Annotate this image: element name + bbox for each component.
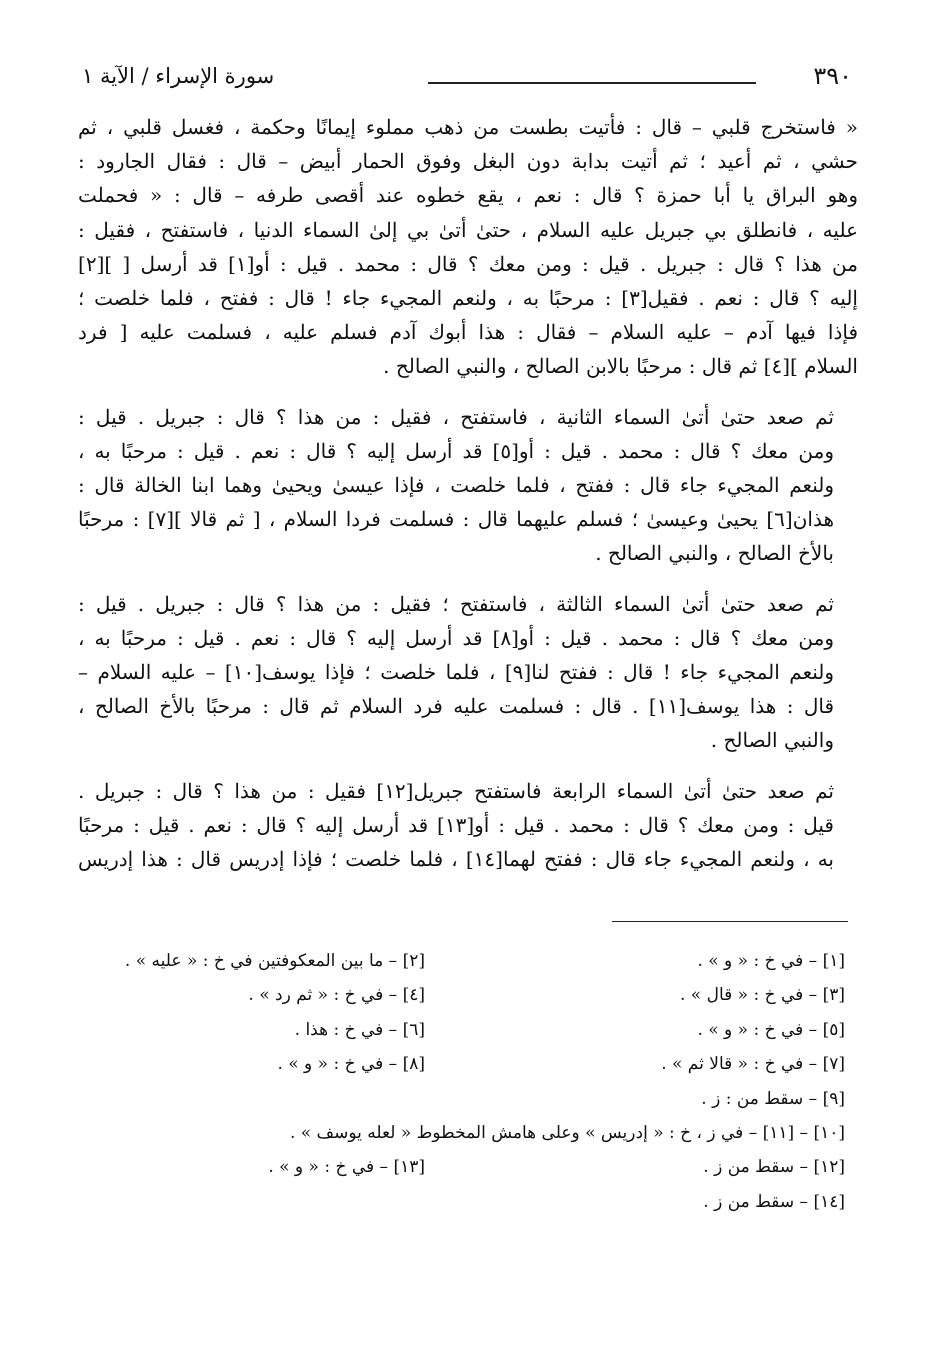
footnote-row (100, 1116, 845, 1150)
text-line: ثم صعد حتىٰ أتىٰ السماء الرابعة فاستفتح جبريل[١٢] فقيل : من هذا ؟ قال : جبريل . (78, 778, 834, 803)
text-line: وهو البراق يا أبا حمزة ؟ قال : نعم ، يقع خطوه عند أقصى طرفه – قال : « فحملت (78, 183, 858, 208)
footnote-row (100, 944, 845, 978)
text-line: ثم صعد حتىٰ أتىٰ السماء الثانية ، فاستفتح ، فقيل : من هذا ؟ قال : جبريل . قيل : (78, 404, 834, 429)
footnote-14: [١٤] – سقط من ز . (703, 1191, 845, 1212)
text-line: حشي ، ثم أعيد ؛ ثم أتيت بدابة دون البغل وفوق الحمار أبيض – قال : فقال الجارود : (78, 149, 858, 174)
footnote-row (100, 1047, 845, 1081)
text-line: ومن معك ؟ قال : محمد . قيل : أو[٥] قد أرسل إليه ؟ قال : نعم . قيل : مرحبًا به ، (78, 438, 835, 463)
text-line: إليه ؟ قال : نعم . فقيل[٣] : مرحبًا به ، ولنعم المجيء جاء ! قال : ففتح ، فلما خلصت ؛ (78, 286, 858, 311)
footnote-10-11: [١٠] – [١١] – في ز ، خ : « إدريس » وعلى هامش المخطوط « لعله يوسف » . (289, 1122, 845, 1143)
text-line: بالأخ الصالح ، والنبي الصالح . (595, 541, 834, 566)
page-header (82, 62, 852, 98)
footnote-row (100, 1082, 845, 1116)
footnote-5: [٥] – في خ : « و » . (697, 1019, 845, 1040)
footnote-4: [٤] – في خ : « ثم رد » . (248, 985, 425, 1006)
footnote-row (100, 1013, 845, 1047)
text-line: ولنعم المجيء جاء ! قال : ففتح لنا[٩] ، فلما خلصت ؛ فإذا يوسف[١٠] – عليه السلام – (78, 660, 835, 685)
page-number: ٣٩٠ (813, 62, 852, 90)
footnote-9: [٩] – سقط من : ز . (701, 1088, 845, 1109)
paragraph-4 (78, 774, 858, 877)
text-line: هذان[٦] يحيىٰ وعيسىٰ ؛ فسلم عليهما قال : فسلمت فردا السلام ، [ ثم قالا ][٧] : مرحبًا (78, 507, 834, 532)
text-line: والنبي الصالح . (710, 728, 834, 753)
paragraph-1 (78, 110, 858, 384)
paragraph-2 (78, 400, 858, 571)
text-line: السلام ][٤] ثم قال : مرحبًا بالابن الصالح ، والنبي الصالح . (383, 354, 858, 379)
header-rule (428, 82, 756, 84)
text-line: به ، ولنعم المجيء جاء قال : ففتح لهما[١٤] ، فلما خلصت ؛ فإذا إدريس قال : هذا إدريس (78, 847, 834, 872)
footnote-row (100, 1185, 845, 1219)
text-line: من هذا ؟ قال : جبريل . قيل : ومن معك ؟ قال : محمد . قيل : أو[١] قد أرسل [ ][٢] (78, 251, 858, 276)
text-line: فإذا فيها آدم – عليه السلام – فقال : هذا أبوك آدم فسلم عليه ، فسلمت عليه [ فرد (78, 320, 858, 345)
text-line: ثم صعد حتىٰ أتىٰ السماء الثالثة ، فاستفتح ؛ فقيل : من هذا ؟ قال : جبريل . قيل : (78, 591, 834, 616)
footnote-row (100, 978, 845, 1012)
footnote-3: [٣] – في خ : « قال » . (679, 985, 845, 1006)
footnotes (100, 944, 845, 1219)
footnote-8: [٨] – في خ : « و » . (277, 1054, 425, 1075)
footnote-6: [٦] – في خ : هذا . (294, 1019, 425, 1040)
footnote-13: [١٣] – في خ : « و » . (268, 1157, 425, 1178)
text-line: قال : هذا يوسف[١١] . قال : فسلمت عليه فرد السلام ثم قال : مرحبًا بالأخ الصالح ، (78, 694, 835, 719)
text-line: عليه ، فانطلق بي جبريل عليه السلام ، حتىٰ أتىٰ بي إلىٰ السماء الدنيا ، فاستفتح ، فقيل : (78, 217, 858, 242)
footnote-1: [١] – في خ : « و » . (697, 951, 845, 971)
main-text (78, 110, 858, 892)
surah-title: سورة الإسراء / الآية ١ (82, 64, 275, 88)
footnote-2: [٢] – ما بين المعكوفتين في خ : « عليه » . (124, 951, 425, 971)
footnote-12: [١٢] – سقط من ز . (703, 1157, 845, 1178)
paragraph-3 (78, 587, 858, 758)
footnote-row (100, 1150, 845, 1184)
footnote-7: [٧] – في خ : « قالا ثم » . (661, 1054, 845, 1075)
text-line: قيل : ومن معك ؟ قال : محمد . قيل : أو[١٣] قد أرسل إليه ؟ قال : نعم . قيل : مرحبًا (78, 812, 834, 837)
text-line: « فاستخرج قلبي – قال : فأتيت بطست من ذهب مملوء إيمانًا وحكمة ، فغسل قلبي ، ثم (78, 115, 858, 139)
text-line: ومن معك ؟ قال : محمد . قيل : أو[٨] قد أرسل إليه ؟ قال : نعم . قيل : مرحبًا به ، (78, 625, 835, 650)
footnote-separator (612, 921, 848, 922)
text-line: ولنعم المجيء جاء قال : ففتح ، فلما خلصت ، فإذا عيسىٰ ويحيىٰ وهما ابنا الخالة قال : (78, 473, 834, 498)
